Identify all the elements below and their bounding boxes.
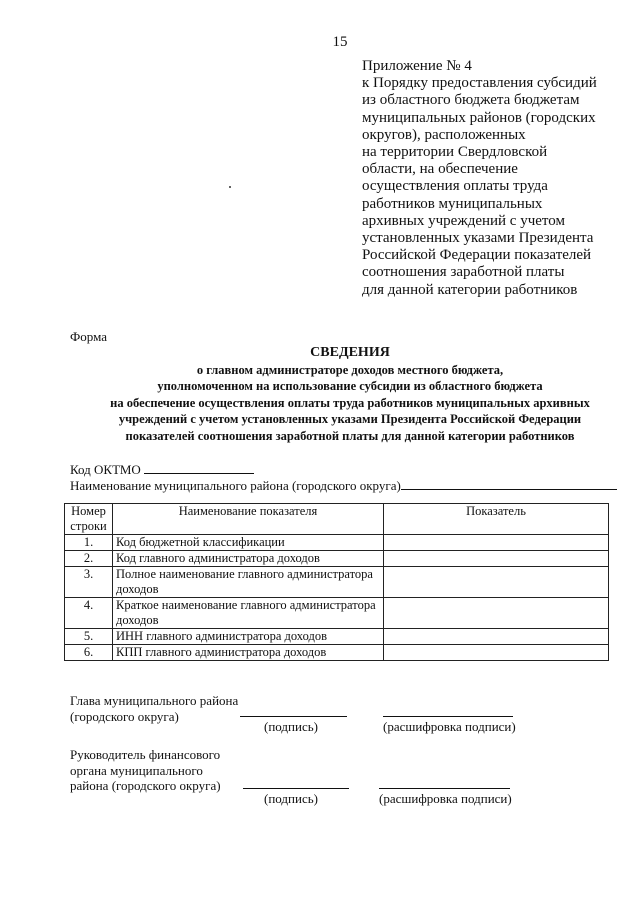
finance-decode-caption: (расшифровка подписи) <box>379 791 512 806</box>
finance-signature-caption: (подпись) <box>264 791 318 806</box>
finance-label-line: района (городского округа) <box>70 778 221 793</box>
finance-label-line: органа муниципального <box>70 762 203 778</box>
appendix-line: к Порядку предоставления субсидий <box>362 75 597 92</box>
title-line: на обеспечение осуществления оплаты труда работников муниципальных архивных <box>110 395 590 410</box>
row-value[interactable] <box>384 551 609 567</box>
row-value[interactable] <box>384 598 609 629</box>
table-row <box>65 535 609 551</box>
table-row <box>65 567 609 598</box>
head-signature-line[interactable] <box>240 716 347 717</box>
appendix-line: округов), расположенных <box>362 126 526 143</box>
appendix-line: для данной категории работников <box>362 281 578 298</box>
document-title <box>60 344 640 444</box>
appendix-line: установленных указами Президента <box>362 230 594 247</box>
row-name: Код бюджетной классификации <box>113 535 384 551</box>
row-number: 2. <box>65 551 113 567</box>
head-decode-line[interactable] <box>383 716 513 717</box>
head-signature-caption: (подпись) <box>264 719 318 734</box>
row-name: КПП главного администратора доходов <box>113 645 384 661</box>
row-name: ИНН главного администратора доходов <box>113 629 384 645</box>
district-field <box>70 477 617 494</box>
row-value[interactable] <box>384 645 609 661</box>
table-row <box>65 551 609 567</box>
title-line: показателей соотношения заработной платы для данной категории работников <box>125 428 575 443</box>
finance-label-line: Руководитель финансового <box>70 747 221 762</box>
oktmo-field <box>70 461 254 478</box>
row-value[interactable] <box>384 567 609 598</box>
table-header-row <box>65 504 609 535</box>
appendix-line: на территории Свердловской <box>362 144 548 161</box>
appendix-line: архивных учреждений с учетом <box>362 212 565 229</box>
appendix-line: соотношения заработной платы <box>362 264 565 281</box>
header-number: Номер строки <box>65 504 113 535</box>
title-main: СВЕДЕНИЯ <box>310 345 390 360</box>
indicators-table <box>64 503 609 661</box>
head-signature-label <box>70 693 238 724</box>
row-number: 3. <box>65 567 113 598</box>
row-number: 1. <box>65 535 113 551</box>
head-decode-caption: (расшифровка подписи) <box>383 719 516 734</box>
head-label-line: Глава муниципального района <box>70 693 239 708</box>
appendix-line: Российской Федерации показателей <box>362 247 592 264</box>
appendix-header <box>362 58 632 299</box>
row-value[interactable] <box>384 629 609 645</box>
district-label: Наименование муниципального района (городского округа) <box>70 478 401 493</box>
appendix-line: Приложение № 4 <box>362 58 472 74</box>
title-line: учреждений с учетом установленных указами Президента Российской Федерации <box>118 412 582 427</box>
appendix-line: муниципальных районов (городских <box>362 109 596 126</box>
appendix-line: из областного бюджета бюджетам <box>362 92 580 109</box>
appendix-line: области, на обеспечение <box>362 161 518 178</box>
oktmo-label: Код ОКТМО <box>70 462 141 477</box>
row-name: Краткое наименование главного администратора доходов <box>113 598 384 629</box>
head-label-line: (городского округа) <box>70 708 179 724</box>
title-line: уполномоченном на использование субсидии из областного бюджета <box>157 379 543 394</box>
title-line: о главном администраторе доходов местного бюджета, <box>196 363 504 377</box>
finance-signature-label <box>70 747 221 794</box>
row-number: 4. <box>65 598 113 629</box>
row-number: 5. <box>65 629 113 645</box>
row-name: Полное наименование главного администратора доходов <box>113 567 384 598</box>
table-row <box>65 645 609 661</box>
row-name: Код главного администратора доходов <box>113 551 384 567</box>
appendix-line: работников муниципальных <box>362 195 543 212</box>
header-value: Показатель <box>384 504 609 535</box>
page-number: 15 <box>332 34 348 50</box>
table-row <box>65 598 609 629</box>
oktmo-blank[interactable] <box>144 461 254 474</box>
table-row <box>65 629 609 645</box>
scan-speck <box>229 186 231 188</box>
row-number: 6. <box>65 645 113 661</box>
finance-signature-line[interactable] <box>243 788 349 789</box>
finance-decode-line[interactable] <box>379 788 510 789</box>
row-value[interactable] <box>384 535 609 551</box>
district-blank[interactable] <box>401 477 617 490</box>
appendix-line: осуществления оплаты труда <box>362 178 548 195</box>
header-name: Наименование показателя <box>113 504 384 535</box>
form-label: Форма <box>70 329 107 344</box>
